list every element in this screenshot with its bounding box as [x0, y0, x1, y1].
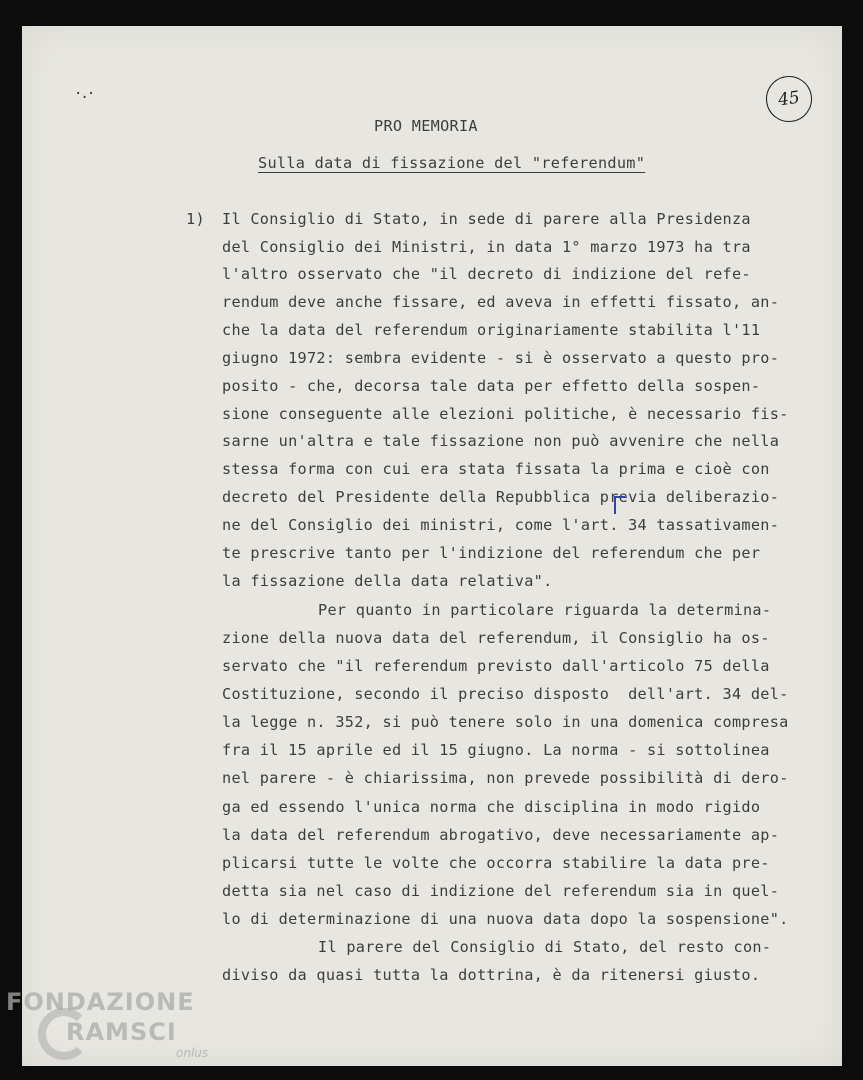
text-line: del Consiglio dei Ministri, in data 1° marzo 1973 ha tra: [222, 238, 751, 256]
text-line: che la data del referendum originariamente stabilita l'11: [222, 321, 761, 339]
text-line: te prescrive tanto per l'indizione del referendum che per: [222, 544, 761, 562]
text-line: sarne un'altra e tale fissazione non può avvenire che nella: [222, 432, 780, 450]
text-line: Costituzione, secondo il preciso disposto dell'art. 34 del-: [222, 685, 789, 703]
text-line: Il parere del Consiglio di Stato, del resto con-: [318, 938, 772, 956]
text-line: la legge n. 352, si può tenere solo in una domenica compresa: [222, 713, 789, 731]
text-line: ne del Consiglio dei ministri, come l'art. 34 tassativamen-: [222, 516, 780, 534]
watermark-g-icon: [38, 1008, 90, 1060]
text-line: zione della nuova data del referendum, il Consiglio ha os-: [222, 629, 770, 647]
document-subtitle: Sulla data di fissazione del "referendum": [258, 154, 646, 172]
watermark-line2: RAMSCI: [66, 1018, 177, 1046]
text-line: giugno 1972: sembra evidente - si è osservato a questo pro-: [222, 349, 780, 367]
text-line: stessa forma con cui era stata fissata la prima e cioè con: [222, 460, 770, 478]
page-number: 45: [776, 87, 802, 111]
text-line: plicarsi tutte le volte che occorra stabilire la data pre-: [222, 854, 770, 872]
text-line: lo di determinazione di una nuova data dopo la sospensione".: [222, 910, 789, 928]
handwritten-ink-mark: [614, 496, 625, 514]
text-line: sione conseguente alle elezioni politiche, è necessario fis-: [222, 405, 789, 423]
page-number-circle: [763, 73, 815, 125]
text-line: diviso da quasi tutta la dottrina, è da ritenersi giusto.: [222, 966, 761, 984]
text-line: nel parere - è chiarissima, non prevede possibilità di dero-: [222, 769, 789, 787]
text-line: la data del referendum abrogativo, deve necessariamente ap-: [222, 826, 780, 844]
paper-mark: ·.·: [74, 86, 94, 102]
text-line: l'altro osservato che "il decreto di indizione del refe-: [222, 265, 751, 283]
text-line: Per quanto in particolare riguarda la determina-: [318, 601, 772, 619]
watermark-line1: FONDAZIONE: [6, 988, 195, 1016]
text-line: posito - che, decorsa tale data per effetto della sospen-: [222, 377, 761, 395]
text-line: rendum deve anche fissare, ed aveva in effetti fissato, an-: [222, 293, 780, 311]
watermark-logo: [6, 988, 208, 1060]
text-line: servato che "il referendum previsto dall'articolo 75 della: [222, 657, 770, 675]
text-line: la fissazione della data relativa".: [222, 572, 553, 590]
text-line: Il Consiglio di Stato, in sede di parere alla Presidenza: [222, 210, 751, 228]
list-item-marker: 1): [186, 210, 205, 228]
text-line: decreto del Presidente della Repubblica previa deliberazio-: [222, 488, 780, 506]
text-line: detta sia nel caso di indizione del referendum sia in quel-: [222, 882, 780, 900]
document-heading: PRO MEMORIA: [374, 117, 478, 135]
text-line: ga ed essendo l'unica norma che disciplina in modo rigido: [222, 798, 761, 816]
watermark-line3: onlus: [176, 1046, 209, 1060]
text-line: fra il 15 aprile ed il 15 giugno. La norma - si sottolinea: [222, 741, 770, 759]
